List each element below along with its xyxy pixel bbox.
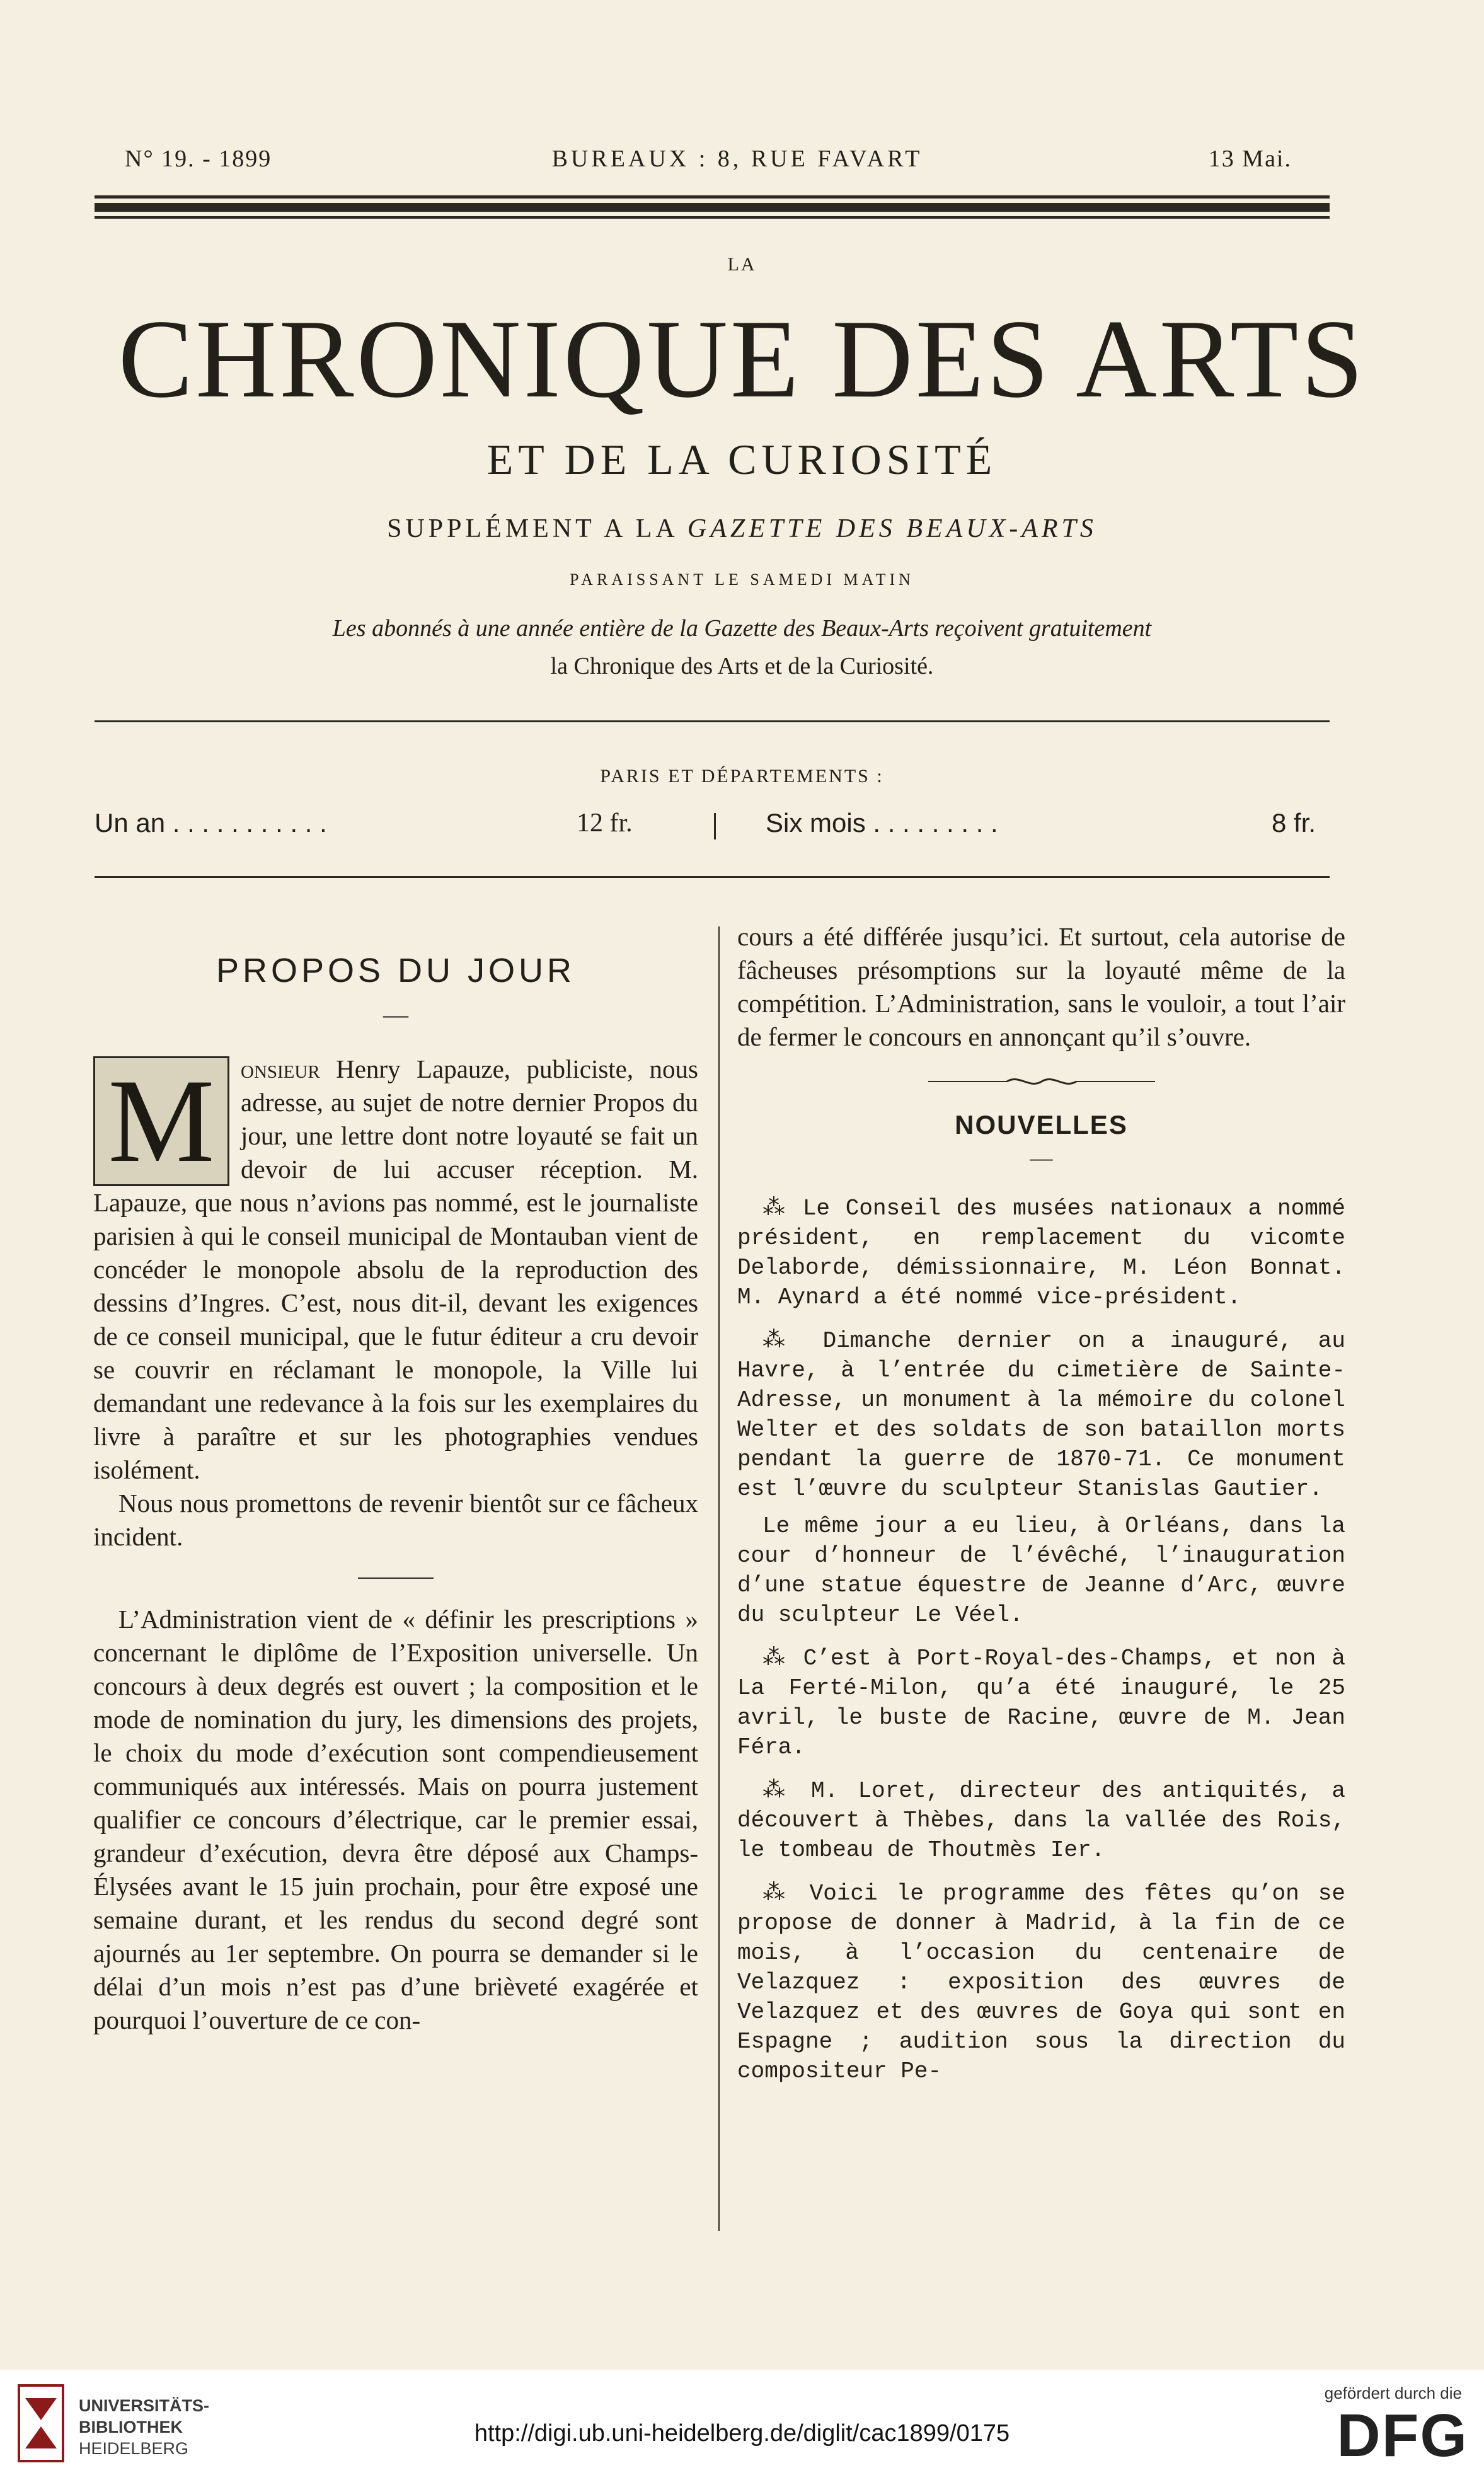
issue-date: 13 Mai. [1208,146,1292,172]
office-address: BUREAUX : 8, RUE FAVART [551,146,923,172]
propos-separator [358,1577,434,1579]
library-line2: BIBLIOTHEK [79,2418,183,2437]
one-year-label: Un an . . . . . . . . . . . [95,808,327,838]
masthead-note-line1: Les abonnés à une année entière de la Gazette des Beaux-Arts reçoivent gratuitement [332,615,1152,642]
header-rule-thick [95,203,1330,212]
funded-by-text: gefördert durch die [1324,2384,1462,2402]
source-url[interactable]: http://digi.ub.uni-heidelberg.de/diglit/cac1899/0175 [474,2420,1010,2447]
library-line1: UNIVERSITÄTS- [79,2396,210,2415]
propos-dash: — [383,1000,408,1029]
masthead-supplement [0,514,1484,544]
news-list [737,1194,1345,2086]
propos-para1-text: Henry Lapauze, publiciste, nous adresse, au sujet de notre dernier Propos du jour, une lettre dont notre loyauté se fait un devoir de lui accuser réception. M. Lapauze, que nous n’avions pas nommé, est le journaliste parisien à qui le conseil municipal de Montauban vient de concéder le monopole absolu de la reproduction des dessins d’Ingres. C’est, nous dit-il, devant les exigences de ce conseil municipal, que le futur éditeur a cru devoir se couvrir en réclamant le monopole, la Ville lui demandant une redevance à la fois sur les exemplaires du livre à paraître et sur les photographies vendues isolément. [93,1054,699,1484]
header-rule-bottom [95,216,1330,219]
masthead-subtitle: ET DE LA CURIOSITÉ [486,435,998,483]
news-title: NOUVELLES [955,1110,1128,1139]
masthead-rule [95,720,1330,722]
propos-para2: Nous nous promettons de revenir bientôt sur ce fâcheux incident. [93,1489,698,1551]
propos-para3: L’Administration vient de « définir les prescriptions » concernant le diplôme de l’Exposition universelle. Un concours à deux degrés est ouvert ; la composition et le mode de nomination du jury, les dimensions des projets, le choix du mode d’exécution sont compendieusement communiqués aux intéressés. Mais on pourra justement qualifier ce concours d’électrique, car le premier essai, grandeur d’exécution, devra être déposé aux Champs-Élysées avant le 15 juin prochain, pour être exposé une semaine durant, et les rendus du second degré sont ajournés au 1er septembre. On pourra se demander si le délai d’un mois n’est pas d’une brièveté exagérée et pourquoi l’ouverture de ce con- [93,1605,698,2034]
propos-lead: onsieur [241,1054,320,1083]
supplement-journal: GAZETTE DES BEAUX-ARTS [687,514,1097,543]
news-item: ⁂ M. Loret, directeur des antiquités, a découvert à Thèbes, dans la vallée des Rois, le tombeau de Thoutmès Ier. [737,1778,1345,1863]
ornament-divider [928,1074,1155,1089]
library-line3: HEIDELBERG [79,2439,189,2458]
one-year-price: 12 fr. [577,809,633,838]
news-item: ⁂ C’est à Port-Royal-des-Champs, et non à La Ferté-Milon, qu’a été inauguré, le 25 avril, le buste de Racine, œuvre de M. Jean Féra. [737,1646,1345,1760]
propos-para1 [93,1053,698,1487]
six-months-label: Six mois . . . . . . . . . [766,808,998,838]
masthead-publishing: PARAISSANT LE SAMEDI MATIN [570,570,914,589]
price-divider [714,813,716,839]
continuation-text: cours a été différée jusqu’ici. Et surtout, cela autorise de fâcheuses présomptions sur la loyauté même de la compétition. L’Administration, sans le vouloir, a tout l’air de fermer le concours en annonçant qu’il s’ouvre. [737,922,1345,1051]
news-item: ⁂ Voici le programme des fêtes qu’on se propose de donner à Madrid, à la fin de ce mois, à l’occasion du centenaire de Velazquez : exposition des œuvres de Velazquez et des œuvres de Goya qui sont en Espagne ; audition sous la direction du compositeur Pe- [737,1881,1345,2084]
subscription-heading: PARIS ET DÉPARTEMENTS : [600,766,884,787]
footer-bar [0,2370,1484,2480]
supplement-prefix: SUPPLÉMENT A LA [387,514,677,543]
masthead-title: CHRONIQUE DES ARTS [118,296,1366,421]
news-item: ⁂ Le Conseil des musées nationaux a nommé président, en remplacement du vicomte Delaborde, démissionnaire, M. Léon Bonnat. M. Aynard a été nommé vice-président. [737,1196,1345,1310]
news-item: Le même jour a eu lieu, à Orléans, dans la cour d’honneur de l’évêché, l’inauguration d’une statue équestre de Jeanne d’Arc, œuvre du sculpteur Le Véel. [737,1513,1345,1628]
news-item: ⁂ Dimanche dernier on a inauguré, au Havre, à l’entrée du cimetière de Sainte-Adresse, un monument à la mémoire du colonel Welter et des soldats de son bataillon morts pendant la guerre de 1870-71. Ce monument est l’œuvre du sculpteur Stanislas Gautier. [737,1328,1345,1502]
news-dash: — [1030,1145,1053,1170]
dfg-logo: DFG [1337,2402,1468,2469]
issue-number: N° 19. - 1899 [125,146,272,172]
header-rule-top [95,195,1330,199]
subscription-rule [95,876,1330,878]
dropcap-m: M [93,1056,229,1186]
masthead-note-line2: la Chronique des Arts et de la Curiosité. [550,653,934,679]
six-months-price: 8 fr. [1272,808,1316,838]
right-column [737,920,1345,2086]
left-column [93,949,698,2037]
masthead-la: LA [727,254,757,275]
propos-title: PROPOS DU JOUR [216,952,576,989]
column-divider [718,926,720,2231]
